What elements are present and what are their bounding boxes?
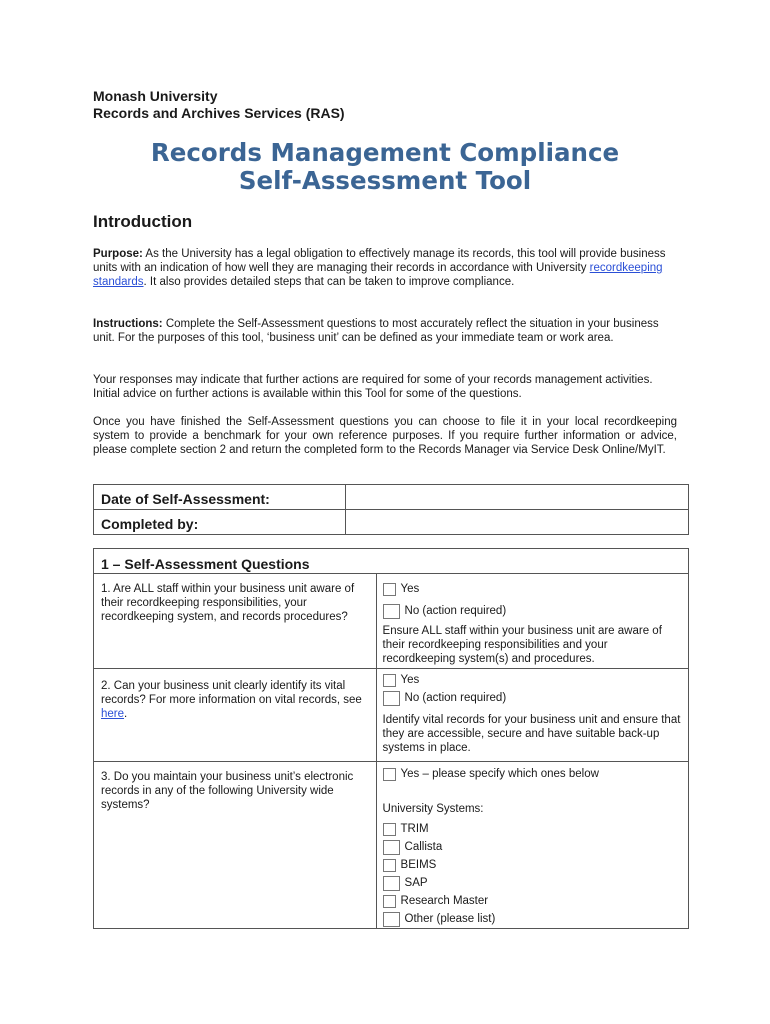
system-option-research-master[interactable] — [383, 892, 682, 910]
checkbox-icon[interactable] — [383, 840, 400, 855]
question-1-text: 1. Are ALL staff within your business unit aware of their recordkeeping responsibilities, your recordkeeping system, and records procedures? — [94, 574, 377, 669]
question-3-text: 3. Do you maintain your business unit’s electronic records in any of the following University wide systems? — [94, 762, 377, 929]
document-title — [0, 139, 770, 195]
self-assessment-questions-table — [93, 548, 689, 929]
organisation-header — [93, 88, 345, 122]
q1-advice: Ensure ALL staff within your business unit are aware of their recordkeeping responsibilities and your recordkeeping system(s) and procedures. — [382, 625, 662, 665]
purpose-text-2: . It also provides detailed steps that can be taken to improve compliance. — [143, 276, 515, 288]
org-department: Records and Archives Services (RAS) — [93, 105, 345, 121]
system-label: Callista — [404, 841, 443, 853]
checkbox-icon[interactable] — [383, 895, 396, 908]
system-option-sap[interactable] — [383, 874, 682, 892]
checkbox-icon[interactable] — [383, 912, 400, 927]
q2-no-option[interactable] — [383, 689, 682, 707]
question-2-text-1: 2. Can your business unit clearly identify its vital records? For more information on vital records, see — [101, 680, 362, 706]
purpose-label: Purpose: — [93, 248, 143, 260]
question-2-answers — [376, 669, 688, 762]
recordkeeping-standards-link[interactable]: recordkeeping standards — [93, 262, 663, 288]
system-label: TRIM — [400, 823, 429, 835]
title-line-2: Self-Assessment Tool — [238, 166, 532, 195]
completed-by-field[interactable] — [346, 510, 689, 535]
checkbox-icon[interactable] — [383, 583, 396, 596]
date-field[interactable] — [346, 485, 689, 510]
system-label: SAP — [404, 877, 428, 889]
system-label: BEIMS — [400, 859, 437, 871]
purpose-paragraph — [93, 247, 677, 289]
checkbox-icon[interactable] — [383, 823, 396, 836]
org-name: Monash University — [93, 88, 218, 104]
system-label: Other (please list) — [404, 913, 496, 925]
system-option-other[interactable] — [383, 910, 682, 928]
system-option-trim[interactable] — [383, 820, 682, 838]
system-option-callista[interactable] — [383, 838, 682, 856]
question-row-3 — [94, 762, 689, 929]
checkbox-icon[interactable] — [383, 876, 400, 891]
system-label: Research Master — [400, 895, 489, 907]
q3-yes-option[interactable] — [383, 765, 682, 783]
introduction-heading: Introduction — [93, 212, 193, 231]
question-row-2 — [94, 669, 689, 762]
q2-no-label: No (action required) — [404, 692, 507, 704]
date-label: Date of Self-Assessment: — [94, 485, 346, 510]
q2-advice: Identify vital records for your business unit and ensure that they are accessible, secure and have suitable back-up systems in place. — [382, 714, 681, 754]
checkbox-icon[interactable] — [383, 691, 400, 706]
title-line-1: Records Management Compliance — [150, 138, 620, 167]
system-option-beims[interactable] — [383, 856, 682, 874]
systems-label: University Systems: — [382, 803, 484, 815]
vital-records-link[interactable]: here — [101, 708, 125, 720]
q2-yes-label: Yes — [400, 674, 420, 686]
checkbox-icon[interactable] — [383, 859, 396, 872]
question-row-1 — [94, 574, 689, 669]
q1-no-label: No (action required) — [404, 605, 507, 617]
instructions-paragraph — [93, 317, 677, 345]
responses-paragraph: Your responses may indicate that further actions are required for some of your records management activities. Initial advice on further actions is available within this Tool for some of the questions. — [93, 374, 653, 400]
q1-yes-label: Yes — [400, 583, 420, 595]
section-title: 1 – Self-Assessment Questions — [94, 549, 689, 574]
instructions-text: Complete the Self-Assessment questions to most accurately reflect the situation in your business unit. For the purposes of this tool, ‘business unit’ can be defined as your immediate team or work area. — [93, 318, 659, 344]
assessment-details-table — [93, 484, 689, 535]
question-3-answers — [376, 762, 688, 929]
completed-by-label: Completed by: — [94, 510, 346, 535]
purpose-text-1: As the University has a legal obligation to effectively manage its records, this tool will provide business units with an indication of how well they are managing their records in accordance with University — [93, 248, 666, 274]
instructions-label: Instructions: — [93, 318, 163, 330]
once-finished-paragraph: Once you have finished the Self-Assessment questions you can choose to file it in your local recordkeeping system to provide a benchmark for your own reference purposes. If you require further information or advice, please complete section 2 and return the completed form to the Records Manager via Service Desk Online/MyIT. — [93, 416, 677, 456]
q1-no-option[interactable] — [383, 602, 682, 620]
question-2-text-2: . — [124, 708, 128, 720]
question-1-answers — [376, 574, 688, 669]
checkbox-icon[interactable] — [383, 674, 396, 687]
q3-yes-label: Yes – please specify which ones below — [400, 768, 599, 780]
q2-yes-option[interactable] — [383, 671, 682, 689]
q1-yes-option[interactable] — [383, 580, 682, 598]
question-2-text — [94, 669, 377, 762]
checkbox-icon[interactable] — [383, 604, 400, 619]
checkbox-icon[interactable] — [383, 768, 396, 781]
